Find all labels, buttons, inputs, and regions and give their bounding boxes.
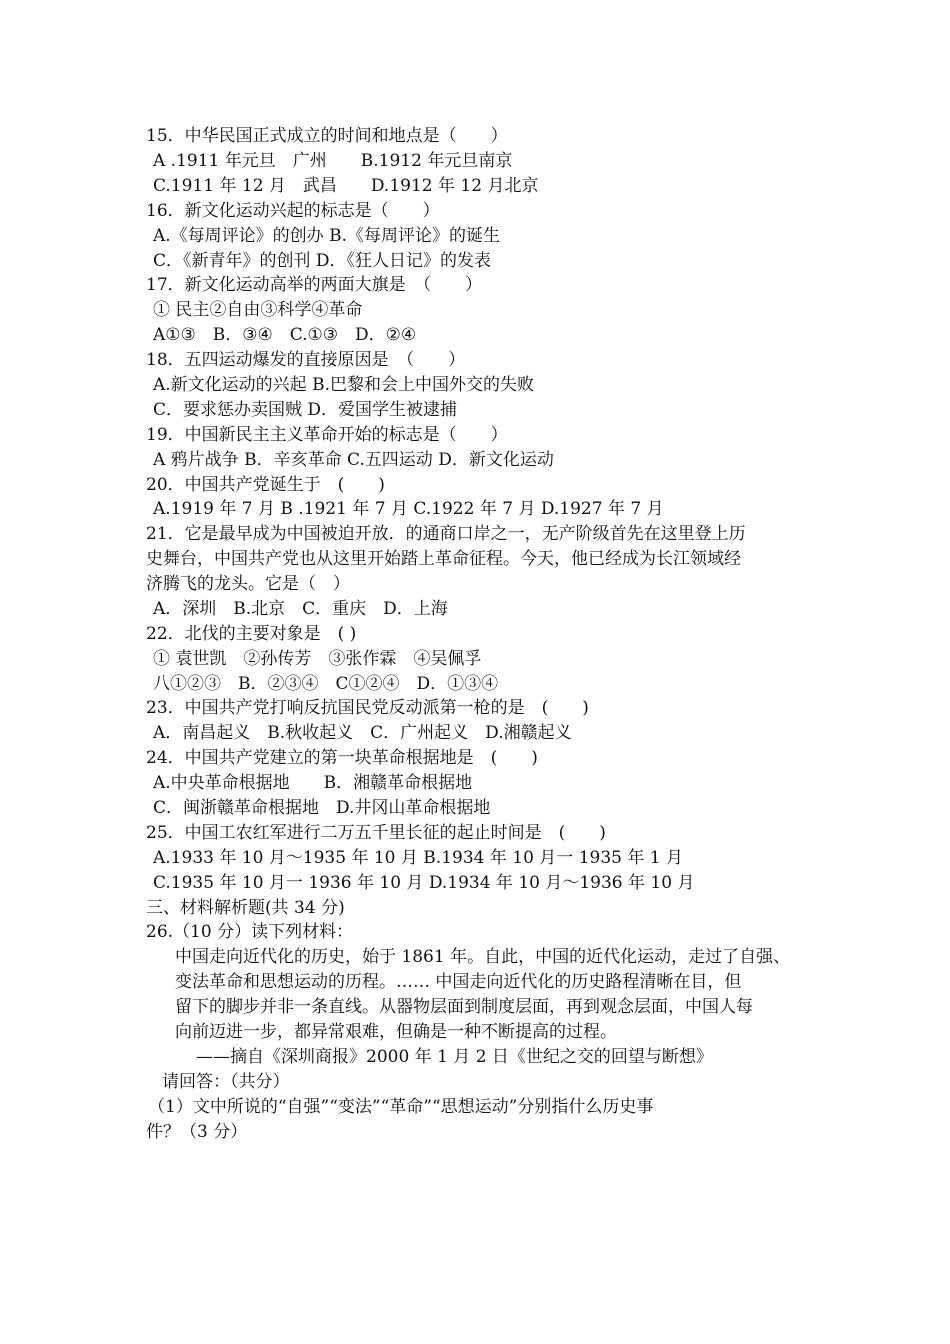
question-21-line-2: 史舞台，中国共产党也从这里开始踏上革命征程。今天，他已经成为长江领域经 <box>146 549 741 569</box>
material-source: ——摘自《深圳商报》2000 年 1 月 2 日《世纪之交的回望与断想》 <box>196 1047 713 1067</box>
question-18-options-ab: A.新文化运动的兴起 B.巴黎和会上中国外交的失败 <box>153 375 534 395</box>
material-line-2: 变法革命和思想运动的历程。…… 中国走向近代化的历史路程清晰在目，但 <box>175 972 742 992</box>
material-line-3: 留下的脚步并非一条直线。从器物层面到制度层面，再到观念层面，中国人每 <box>175 997 753 1017</box>
question-15-options-ab: A .1911 年元旦 广州 B.1912 年元旦南京 <box>153 151 513 171</box>
question-23-options: A．南昌起义 B.秋收起义 C．广州起义 D.湘赣起义 <box>153 723 572 743</box>
question-24: 24．中国共产党建立的第一块革命根据地是 ( ) <box>146 748 538 768</box>
question-21-options: A．深圳 B.北京 C．重庆 D．上海 <box>153 599 448 619</box>
answer-prompt: 请回答：（共分） <box>162 1072 290 1092</box>
question-25-options-ab: A.1933 年 10 月～1935 年 10 月 B.1934 年 10 月一 1935 年 1 月 <box>153 848 683 868</box>
question-18-options-cd: C．要求惩办卖国贼 D．爱国学生被逮捕 <box>153 400 458 420</box>
question-24-options-cd: C．闽浙赣革命根据地 D.井冈山革命根据地 <box>153 798 491 818</box>
question-22-items: ① 袁世凯 ②孙传芳 ③张作霖 ④吴佩孚 <box>153 649 482 669</box>
question-16-options-cd: C．《新青年》的创刊 D．《狂人日记》的发表 <box>153 251 492 271</box>
question-24-options-ab: A.中央革命根据地 B．湘赣革命根据地 <box>153 773 473 793</box>
question-20: 20．中国共产党诞生于 ( ) <box>146 475 385 495</box>
sub-question-1-line-2: 件？（3 分） <box>146 1122 248 1142</box>
sub-question-1-line-1: （1）文中所说的“自强”“变法”“革命”“思想运动”分别指什么历史事 <box>148 1097 654 1117</box>
question-22: 22．北伐的主要对象是 ( ) <box>146 624 357 644</box>
material-line-1: 中国走向近代化的历史，始于 1861 年。自此，中国的近代化运动，走过了自强、 <box>175 947 791 967</box>
question-16-options-ab: A.《每周评论》的创办 B.《每周评论》的诞生 <box>153 226 500 246</box>
question-20-options: A.1919 年 7 月 B .1921 年 7 月 C.1922 年 7 月 D.1927 年 7 月 <box>153 499 664 519</box>
question-18: 18．五四运动爆发的直接原因是 （ ） <box>146 350 466 370</box>
question-17-options: A①③ B．③④ C.①③ D．②④ <box>153 325 417 345</box>
section-heading: 三、材料解析题(共 34 分) <box>146 898 345 918</box>
question-19: 19．中国新民主主义革命开始的标志是（ ） <box>146 425 508 445</box>
question-15-options-cd: C.1911 年 12 月 武昌 D.1912 年 12 月北京 <box>153 176 539 196</box>
question-26: 26.（10 分）读下列材料： <box>146 922 354 942</box>
material-line-4: 向前迈进一步，都异常艰难，但确是一种不断提高的过程。 <box>175 1022 617 1042</box>
question-16: 16．新文化运动兴起的标志是（ ） <box>146 201 440 221</box>
question-25-options-cd: C.1935 年 10 月一 1936 年 10 月 D.1934 年 10 月～1936 年 10 月 <box>153 873 695 893</box>
question-19-options: A 鸦片战争 B．辛亥革命 C.五四运动 D．新文化运动 <box>153 450 554 470</box>
question-17: 17．新文化运动高举的两面大旗是 （ ） <box>146 275 483 295</box>
question-25: 25．中国工农红军进行二万五千里长征的起止时间是 ( ) <box>146 823 606 843</box>
question-15: 15．中华民国正式成立的时间和地点是（ ） <box>146 126 508 146</box>
question-21-line-3: 济腾飞的龙头。它是（ ） <box>146 574 350 594</box>
question-23: 23．中国共产党打响反抗国民党反动派第一枪的是 ( ) <box>146 698 589 718</box>
question-22-options: 八①②③ B．②③④ C①②④ D．①③④ <box>153 674 499 694</box>
question-21-line-1: 21．它是最早成为中国被迫开放．的通商口岸之一，无产阶级首先在这里登上历 <box>146 524 746 544</box>
question-17-items: ① 民主②自由③科学④革命 <box>153 300 363 320</box>
